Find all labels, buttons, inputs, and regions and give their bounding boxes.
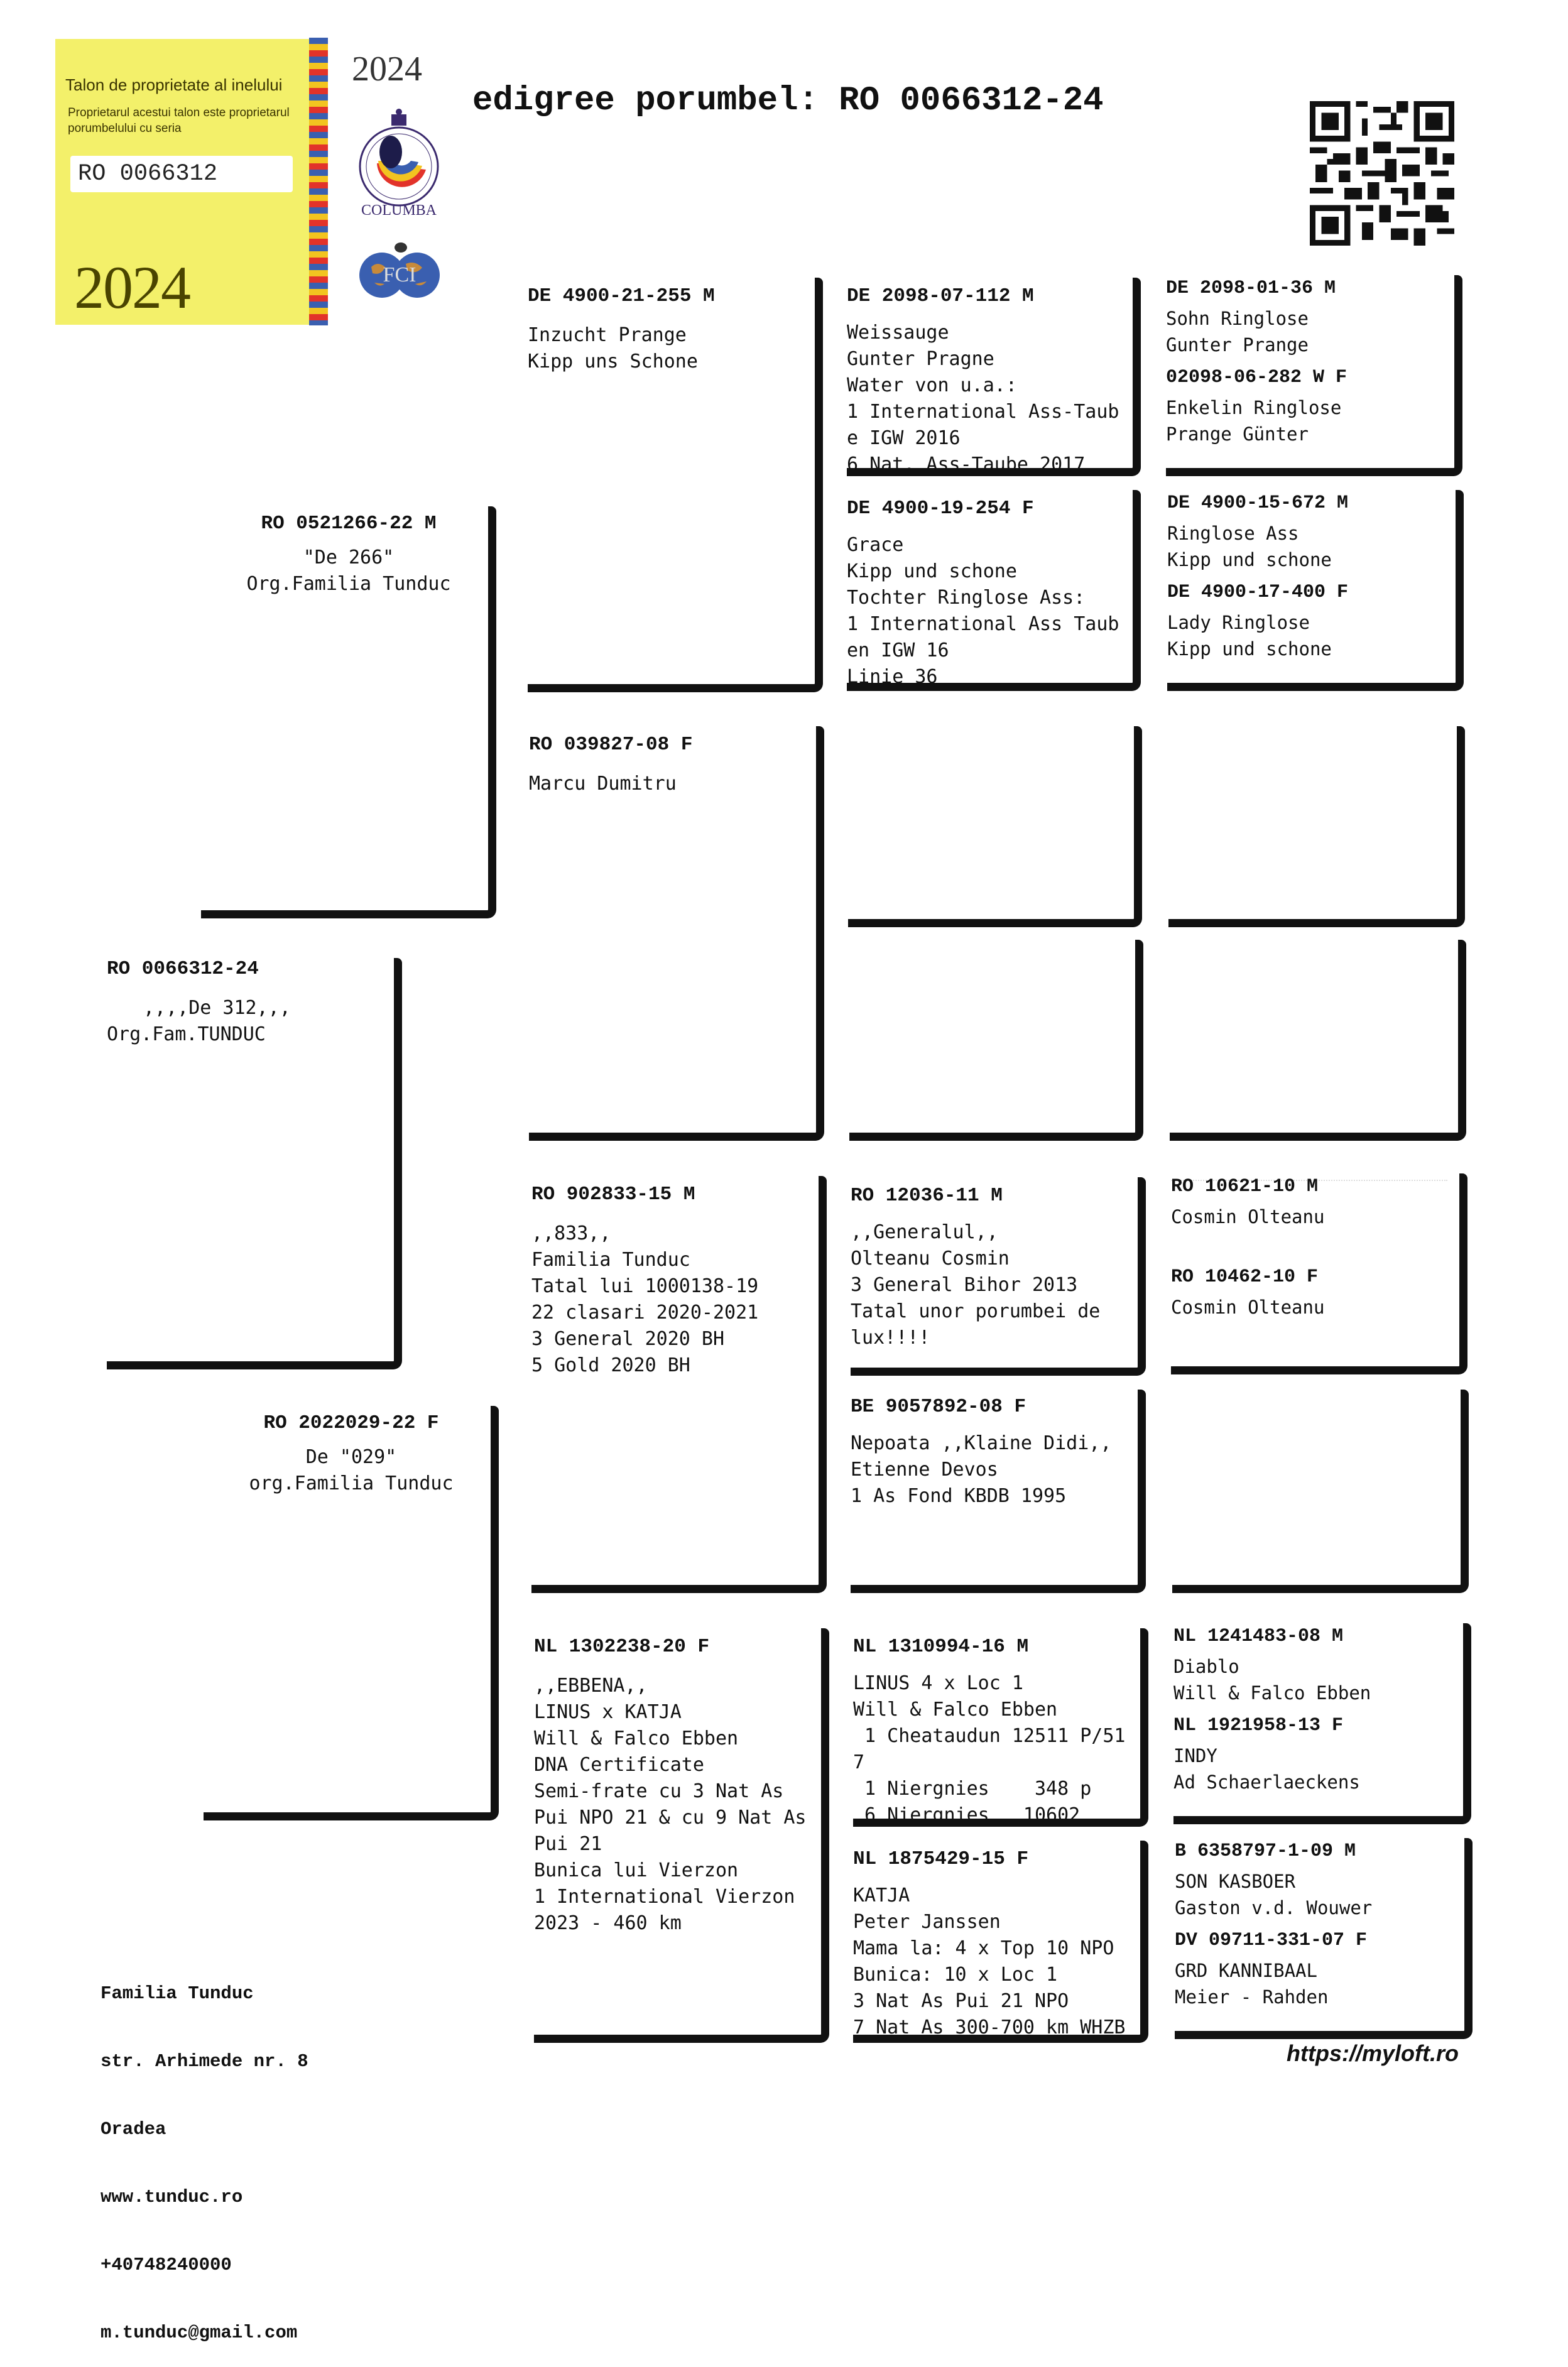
- ownership-talon: [55, 39, 319, 325]
- talon-subtitle: Proprietarul acestui talon este proprietarul porumbelului cu seria: [68, 106, 290, 135]
- great-grandparent-card-ddd[interactable]: [853, 1841, 1148, 2043]
- info-line: Linie 36: [847, 666, 938, 688]
- info-line: Will & Falco Ebben: [1173, 1682, 1371, 1704]
- info-line: Tatal unor porumbei de: [851, 1300, 1101, 1322]
- contact-name: Familia Tunduc: [101, 1983, 254, 2004]
- ring-number-male: B 6358797-1-09 M: [1175, 1841, 1356, 1862]
- ring-number-male: DE 2098-01-36 M: [1166, 278, 1336, 299]
- columba-label: COLUMBA: [361, 202, 437, 219]
- info-line: Will & Falco Ebben: [853, 1699, 1058, 1721]
- info-line: Ad Schaerlaeckens: [1173, 1771, 1360, 1793]
- talon-year: 2024: [74, 254, 190, 321]
- great-grandparent-card-ssd[interactable]: [847, 490, 1141, 691]
- info-line: 3 General Bihor 2013: [851, 1274, 1078, 1296]
- gen5-pair-card-5[interactable]: [1172, 1390, 1469, 1593]
- info-line: Sohn Ringlose: [1166, 308, 1309, 329]
- info-line: 3 Nat As Pui 21 NPO: [853, 1990, 1069, 2012]
- info-line: Kipp und schone: [847, 560, 1017, 582]
- pigeon-name: "De 266": [303, 547, 395, 569]
- contact-city: Oradea: [101, 2119, 166, 2140]
- ring-number: NL 1302238-20 F: [534, 1636, 710, 1658]
- ring-number: RO 2022029-22 F: [263, 1412, 439, 1434]
- ring-number: RO 12036-11 M: [851, 1185, 1003, 1207]
- info-line: Kipp uns Schone: [528, 351, 698, 373]
- info-line: 6 Niergnies 10602: [853, 1804, 1081, 1826]
- info-line: Kipp und schone: [1167, 549, 1332, 570]
- ring-number-male: RO 10621-10 M: [1171, 1176, 1319, 1197]
- great-grandparent-card-dds[interactable]: [853, 1628, 1148, 1827]
- sire-card[interactable]: [201, 506, 496, 918]
- info-line: 1 International Ass Taub: [847, 613, 1119, 635]
- great-grandparent-card-sds[interactable]: [848, 726, 1142, 927]
- info-line: lux!!!!: [851, 1327, 930, 1349]
- info-line: GRD KANNIBAAL: [1175, 1960, 1317, 1981]
- info-line: Nepoata ,,Klaine Didi,,: [851, 1432, 1112, 1454]
- gen5-pair-card-4[interactable]: [1171, 1173, 1467, 1374]
- svg-text:FCI: FCI: [383, 263, 416, 286]
- ring-number: DE 2098-07-112 M: [847, 285, 1034, 307]
- info-line: Water von u.a.:: [847, 374, 1017, 396]
- subject-card[interactable]: [107, 958, 402, 1369]
- bracket: [1170, 940, 1466, 1141]
- info-line: ,,Generalul,,: [851, 1221, 998, 1243]
- ring-number: DE 4900-21-255 M: [528, 285, 715, 307]
- info-line: Bunica: 10 x Loc 1: [853, 1964, 1058, 1986]
- fci-globe-logo-icon: [356, 239, 444, 302]
- bracket: [849, 940, 1143, 1141]
- ring-number: NL 1875429-15 F: [853, 1848, 1029, 1870]
- contact-street: str. Arhimede nr. 8: [101, 2051, 308, 2072]
- ring-number: RO 902833-15 M: [531, 1184, 695, 1205]
- info-line: 7: [853, 1751, 865, 1773]
- grandparent-card-dd[interactable]: [534, 1628, 829, 2043]
- info-line: Olteanu Cosmin: [851, 1248, 1010, 1270]
- info-line: Tatal lui 1000138-19: [531, 1275, 759, 1297]
- great-grandparent-card-sdd[interactable]: [849, 940, 1143, 1141]
- talon-title: Talon de proprietate al inelului: [65, 75, 283, 94]
- info-line: KATJA: [853, 1885, 910, 1907]
- info-line: Cosmin Olteanu: [1171, 1297, 1325, 1318]
- info-line: 3 General 2020 BH: [531, 1328, 725, 1350]
- ring-number: RO 0521266-22 M: [261, 513, 437, 535]
- grandparent-card-ss[interactable]: [528, 278, 823, 692]
- gen5-pair-card-6[interactable]: [1173, 1623, 1471, 1824]
- contact-email[interactable]: m.tunduc@gmail.com: [101, 2322, 298, 2343]
- info-line: Meier - Rahden: [1175, 1986, 1329, 2008]
- info-line: Lady Ringlose: [1167, 612, 1310, 633]
- info-line: Pui 21: [534, 1833, 602, 1855]
- info-line: 1 As Fond KBDB 1995: [851, 1485, 1067, 1507]
- ring-number: BE 9057892-08 F: [851, 1396, 1026, 1418]
- gen5-pair-card-3[interactable]: [1170, 940, 1466, 1141]
- info-line: Cosmin Olteanu: [1171, 1206, 1325, 1227]
- breeder: Org.Fam.TUNDUC: [107, 1023, 266, 1045]
- great-grandparent-card-dss[interactable]: [851, 1177, 1146, 1376]
- grandparent-card-ds[interactable]: [531, 1176, 827, 1593]
- info-line: 7 Nat As 300-700 km WHZB: [853, 2016, 1126, 2038]
- ring-number: DE 4900-19-254 F: [847, 498, 1034, 520]
- ring-number-male: DE 4900-15-672 M: [1167, 492, 1349, 514]
- bracket: [848, 726, 1142, 927]
- info-line: Gaston v.d. Wouwer: [1175, 1897, 1373, 1918]
- info-line: Tochter Ringlose Ass:: [847, 587, 1086, 609]
- myloft-link[interactable]: https://myloft.ro: [1287, 2040, 1459, 2066]
- info-line: Peter Janssen: [853, 1911, 1001, 1933]
- gen5-pair-card-0[interactable]: [1166, 275, 1462, 476]
- bracket: [1172, 1390, 1469, 1593]
- info-line: Inzucht Prange: [528, 324, 687, 346]
- info-line: Grace: [847, 534, 904, 556]
- info-line: Bunica lui Vierzon: [534, 1859, 739, 1881]
- info-line: 2023 - 460 km: [534, 1912, 682, 1934]
- year-label: 2024: [352, 50, 422, 89]
- info-line: Gunter Pragne: [847, 348, 994, 370]
- info-line: Weissauge: [847, 322, 949, 344]
- info-line: ,,EBBENA,,: [534, 1675, 648, 1697]
- info-line: 6 Nat. Ass-Taube 2017: [847, 454, 1086, 476]
- info-line: Familia Tunduc: [531, 1249, 690, 1271]
- info-line: Pui NPO 21 & cu 9 Nat As: [534, 1807, 807, 1829]
- bracket: [1168, 726, 1465, 927]
- info-line: Semi-frate cu 3 Nat As: [534, 1780, 784, 1802]
- info-line: e IGW 2016: [847, 427, 961, 449]
- info-line: Ringlose Ass: [1167, 523, 1299, 544]
- info-line: Etienne Devos: [851, 1459, 998, 1481]
- info-line: Gunter Prange: [1166, 334, 1309, 356]
- ring-number: RO 039827-08 F: [529, 734, 693, 756]
- pigeon-name: ,,,,De 312,,,: [143, 997, 291, 1019]
- info-line: Marcu Dumitru: [529, 773, 677, 795]
- dam-card[interactable]: [204, 1406, 499, 1820]
- talon-ring-number: RO 0066312: [70, 156, 293, 192]
- ring-number: NL 1310994-16 M: [853, 1636, 1029, 1658]
- qr-code-icon[interactable]: [1310, 99, 1454, 248]
- breeder: Org.Familia Tunduc: [246, 573, 451, 595]
- info-line: Prange Günter: [1166, 423, 1309, 445]
- page-title: edigree porumbel: RO 0066312-24: [472, 82, 1104, 120]
- tricolor-stripe: [309, 38, 328, 325]
- info-line: SON KASBOER: [1175, 1871, 1296, 1892]
- gen5-pair-card-7[interactable]: [1175, 1838, 1473, 2039]
- info-line: 1 Cheataudun 12511 P/51: [853, 1725, 1126, 1747]
- info-line: LINUS 4 x Loc 1: [853, 1672, 1023, 1694]
- ring-number-female: NL 1921958-13 F: [1173, 1715, 1344, 1736]
- info-line: en IGW 16: [847, 639, 949, 661]
- ring-number: RO 0066312-24: [107, 958, 259, 980]
- info-line: Kipp und schone: [1167, 638, 1332, 660]
- gen5-pair-card-1[interactable]: [1167, 490, 1464, 691]
- ring-number-female: RO 10462-10 F: [1171, 1266, 1319, 1288]
- info-line: Diablo: [1173, 1656, 1239, 1677]
- ring-number-female: 02098-06-282 W F: [1166, 367, 1348, 388]
- info-line: 1 International Vierzon: [534, 1886, 795, 1908]
- info-line: Mama la: 4 x Top 10 NPO: [853, 1937, 1114, 1959]
- info-line: ,,833,,: [531, 1222, 611, 1244]
- grandparent-card-sd[interactable]: [529, 726, 824, 1141]
- contact-website[interactable]: www.tunduc.ro: [101, 2187, 243, 2207]
- pigeon-name: De "029": [305, 1446, 397, 1468]
- great-grandparent-card-dsd[interactable]: [851, 1390, 1146, 1593]
- info-line: 22 clasari 2020-2021: [531, 1302, 759, 1324]
- info-line: INDY: [1173, 1745, 1217, 1766]
- breeder-contact: [101, 1937, 308, 2367]
- ring-number-male: NL 1241483-08 M: [1173, 1626, 1344, 1647]
- ring-number-female: DV 09711-331-07 F: [1175, 1930, 1368, 1951]
- breeder: org.Familia Tunduc: [249, 1472, 454, 1494]
- info-line: 5 Gold 2020 BH: [531, 1354, 690, 1376]
- info-line: 1 International Ass-Taub: [847, 401, 1119, 423]
- contact-phone[interactable]: +40748240000: [101, 2255, 232, 2275]
- gen5-pair-card-2[interactable]: [1168, 726, 1465, 927]
- info-line: Will & Falco Ebben: [534, 1728, 739, 1749]
- info-line: Enkelin Ringlose: [1166, 397, 1342, 418]
- ring-number-female: DE 4900-17-400 F: [1167, 582, 1349, 603]
- info-line: DNA Certificate: [534, 1754, 704, 1776]
- great-grandparent-card-sss[interactable]: [847, 278, 1141, 476]
- info-line: 1 Niergnies 348 p: [853, 1778, 1092, 1800]
- info-line: LINUS x KATJA: [534, 1701, 682, 1723]
